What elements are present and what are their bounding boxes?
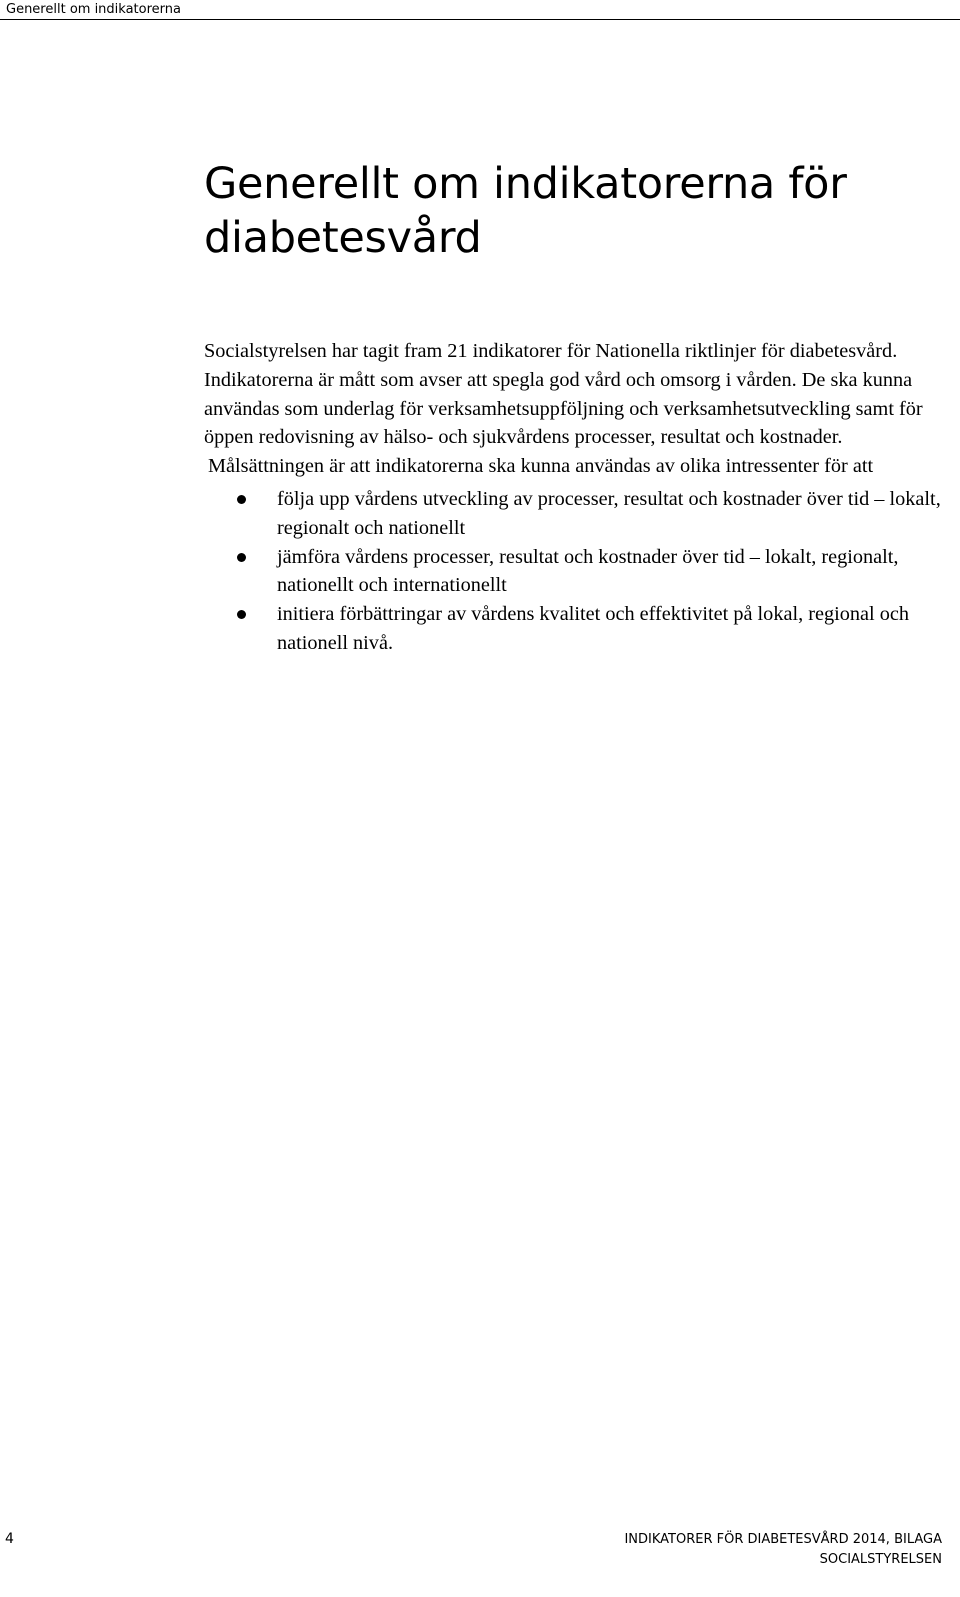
goal-paragraph: Målsättningen är att indikatorerna ska kunna användas av olika intressenter för att <box>208 455 874 478</box>
publication-footer <box>624 1530 942 1570</box>
publication-title: INDIKATORER FÖR DIABETESVÅRD 2014, BILAGA <box>624 1532 942 1547</box>
header-rule <box>0 19 960 20</box>
list-item <box>204 485 942 543</box>
page-title: Generellt om indikatorerna för diabetesvård <box>204 159 847 263</box>
publisher-name: SOCIALSTYRELSEN <box>819 1552 942 1567</box>
bullet-list <box>204 485 942 658</box>
list-item-text: jämföra vårdens processer, resultat och kostnader över tid – lokalt, regionalt, nationellt och internationellt <box>277 545 899 597</box>
bullet-icon <box>237 495 246 504</box>
bullet-icon <box>237 553 246 562</box>
body-text <box>204 337 942 658</box>
running-header: Generellt om indikatorerna <box>6 2 181 17</box>
list-item-text: följa upp vårdens utveckling av processer, resultat och kostnader över tid – lokalt, regionalt och nationellt <box>277 487 941 539</box>
list-item <box>204 600 942 658</box>
page-number: 4 <box>5 1531 14 1547</box>
list-item-text: initiera förbättringar av vårdens kvalitet och effektivitet på lokal, regional och nationell nivå. <box>277 603 910 654</box>
list-item <box>204 543 942 601</box>
bullet-icon <box>237 610 246 619</box>
intro-paragraph: Socialstyrelsen har tagit fram 21 indikatorer för Nationella riktlinjer för diabetesvård. Indikatorerna är mått som avser att spegla god vård och omsorg i vården. De ska kunna användas som underlag för verksamhetsuppföljning och verksamhetsutveckling samt för öppen redovisning av hälso- och sjukvårdens processer, resultat och kostnader. <box>204 340 923 449</box>
